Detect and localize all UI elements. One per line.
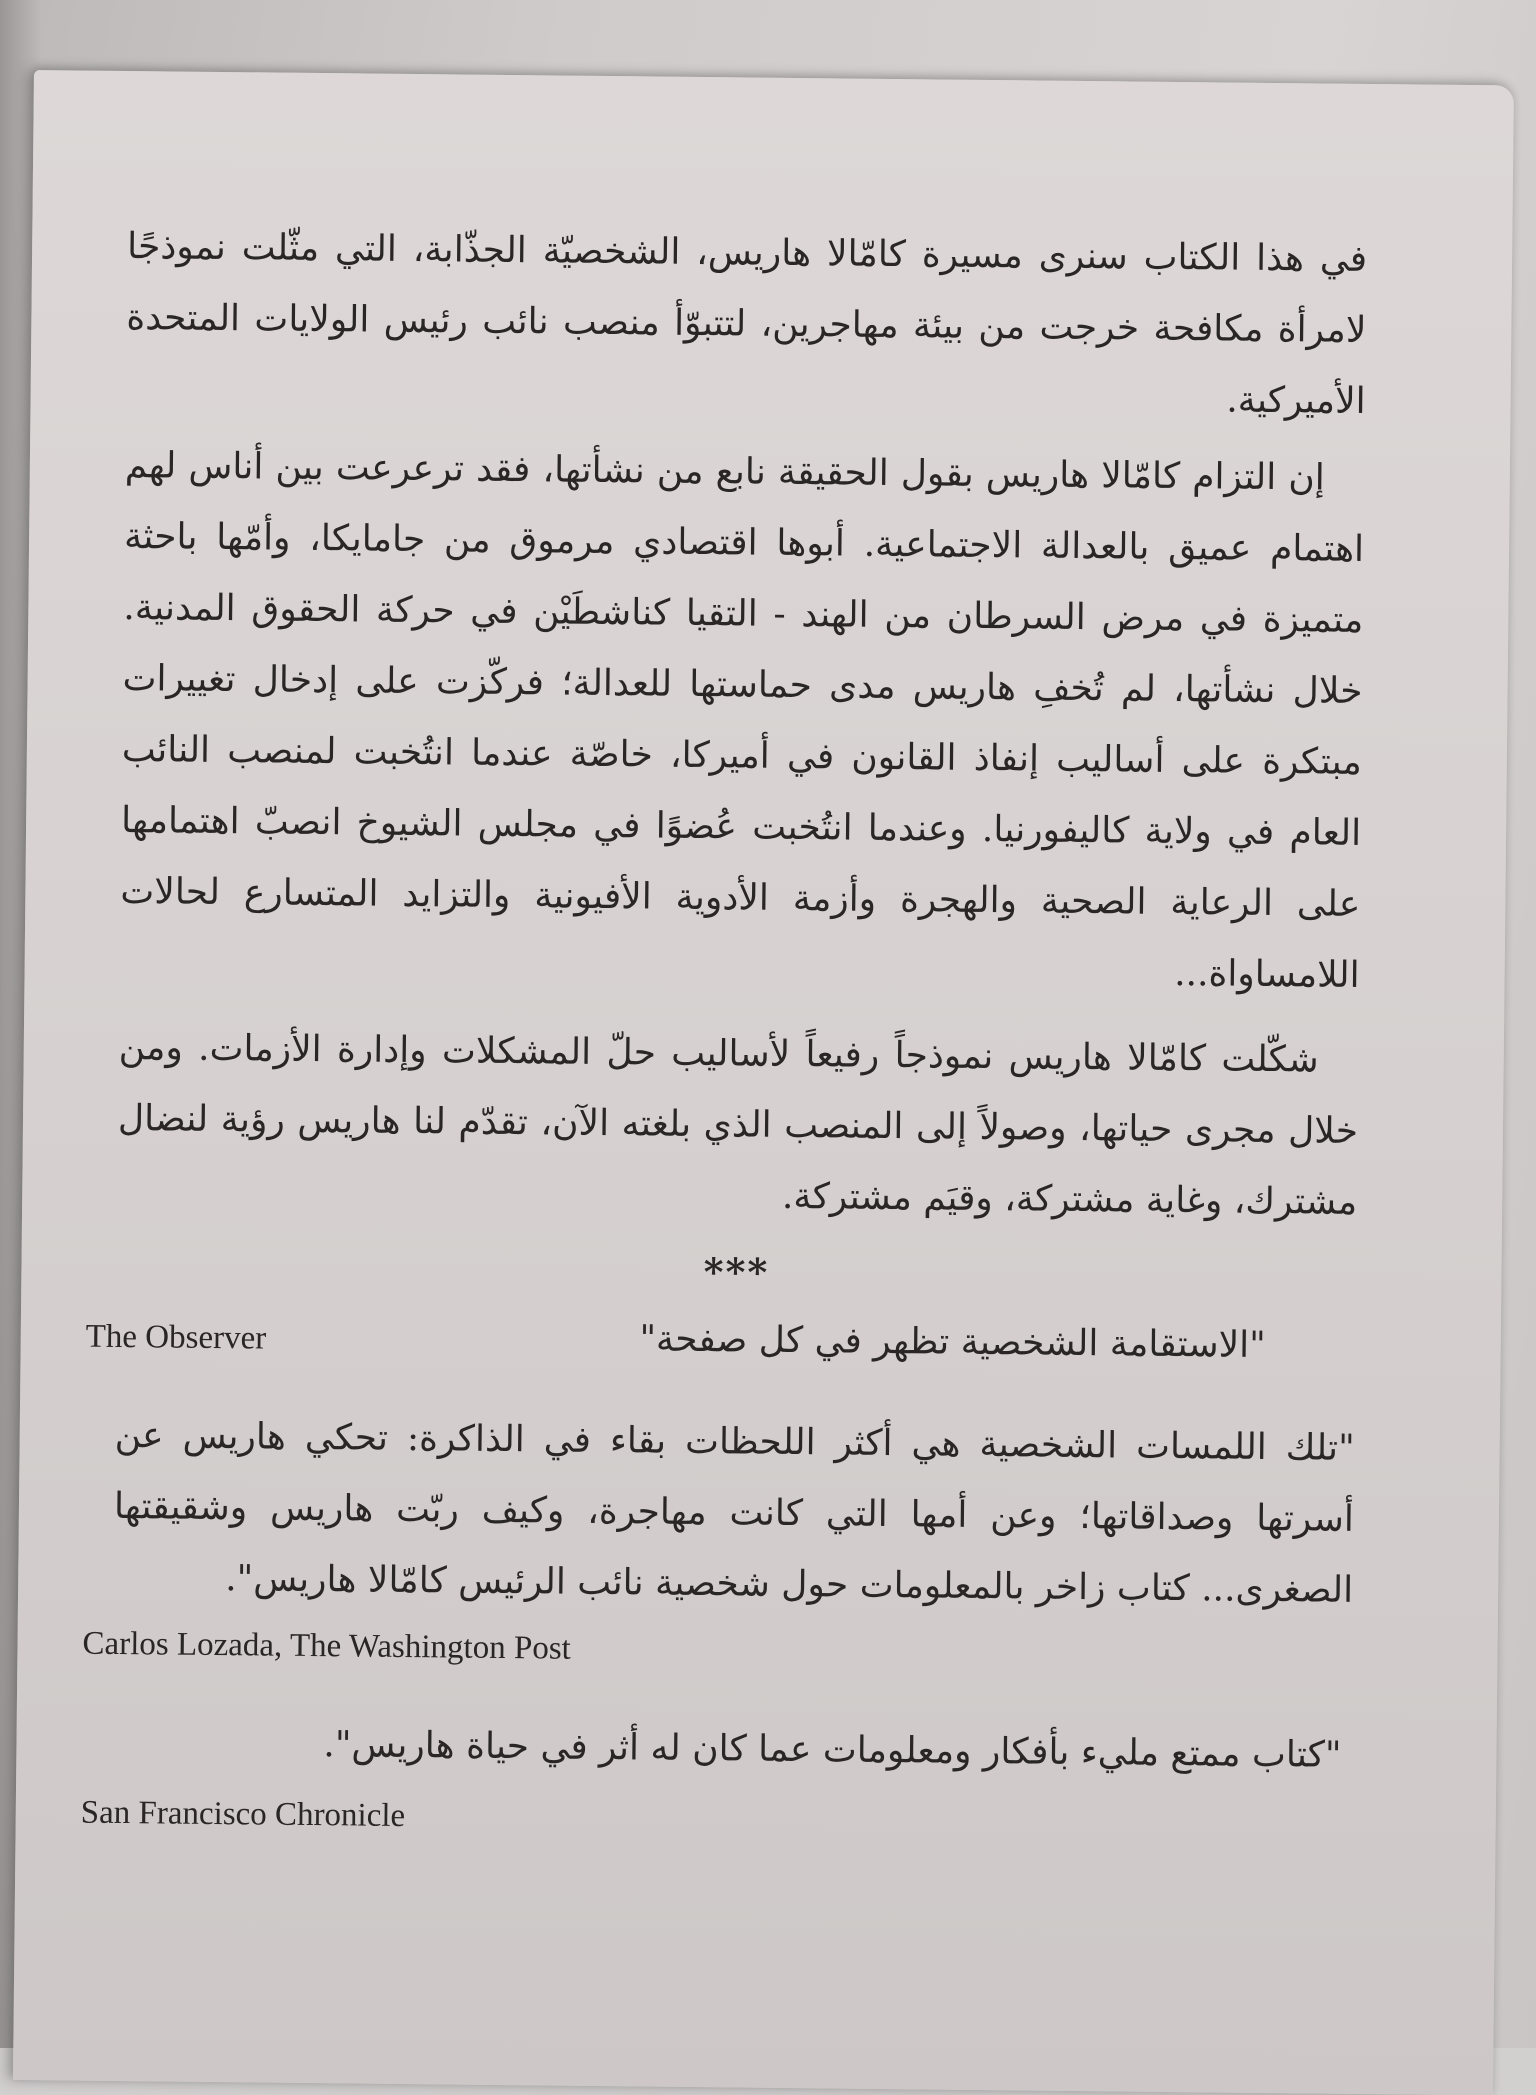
- review-source: San Francisco Chronicle: [80, 1794, 406, 1834]
- review-source: The Observer: [85, 1318, 267, 1357]
- section-separator: ***: [703, 1249, 770, 1295]
- page-text-area: [80, 211, 1368, 1851]
- review-sf-chronicle: [80, 1707, 1351, 1851]
- background-paragraph: إن التزام كامّالا هاريس بقول الحقيقة نابع من نشأتها، فقد ترعرعت بين أناس لهم اهتمام عميق بالعدالة الاجتماعية. أبوها اقتصادي مرموق من جامايكا، وأمّها باحثة متميزة في مرض السرطان من الهند - التقيا كناشطَيْن في حركة الحقوق المدنية. خلال نشأتها، لم تُخفِ هاريس مدى حماستها للعدالة؛ فركّزت على إدخال تغييرات مبتكرة على أساليب إنفاذ القانون في أميركا، خاصّة عندما انتُخبت لمنصب النائب العام في ولاية كاليفورنيا. وعندما انتُخبت عُضوًا في مجلس الشيوخ انصبّ اهتمامها على الرعاية الصحية والهجرة وأزمة الأدوية الأفيونية والتزايد المتسارع لحالات اللامساواة...: [120, 444, 1365, 996]
- review-observer: [85, 1298, 1356, 1383]
- review-source: Carlos Lozada, The Washington Post: [82, 1625, 572, 1667]
- review-quote: "الاستقامة الشخصية تظهر في كل صفحة": [639, 1318, 1266, 1366]
- review-quote: "كتاب ممتع مليء بأفكار ومعلومات عما كان له أثر في حياة هاريس".: [323, 1724, 1342, 1776]
- intro-paragraph: في هذا الكتاب سنرى مسيرة كامّالا هاريس، الشخصيّة الجذّابة، التي مثّلت نموذجًا لامرأة مكافحة خرجت من بيئة مهاجرين، لتتبوّأ منصب نائب رئيس الولايات المتحدة الأميركية.: [126, 225, 1368, 422]
- review-quote: "تلك اللمسات الشخصية هي أكثر اللحظات بقاء في الذاكرة: تحكي هاريس عن أسرتها وصداقاتها؛ وعن أمها التي كانت مهاجرة، وكيف ربّت هاريس وشقيقتها الصغرى... كتاب زاخر بالمعلومات حول شخصية نائب الرئيس كامّالا هاريس".: [113, 1414, 1355, 1611]
- book-page: [13, 70, 1514, 2095]
- review-washington-post: [82, 1400, 1355, 1682]
- summary-paragraph: شكّلت كامّالا هاريس نموذجاً رفيعاً لأساليب حلّ المشكلات وإدارة الأزمات. ومن خلال مجرى حياتها، وصولاً إلى المنصب الذي بلغته الآن، تقدّم لنا هاريس رؤية لنضال مشترك، وغاية مشتركة، وقيَم مشتركة.: [117, 1026, 1359, 1223]
